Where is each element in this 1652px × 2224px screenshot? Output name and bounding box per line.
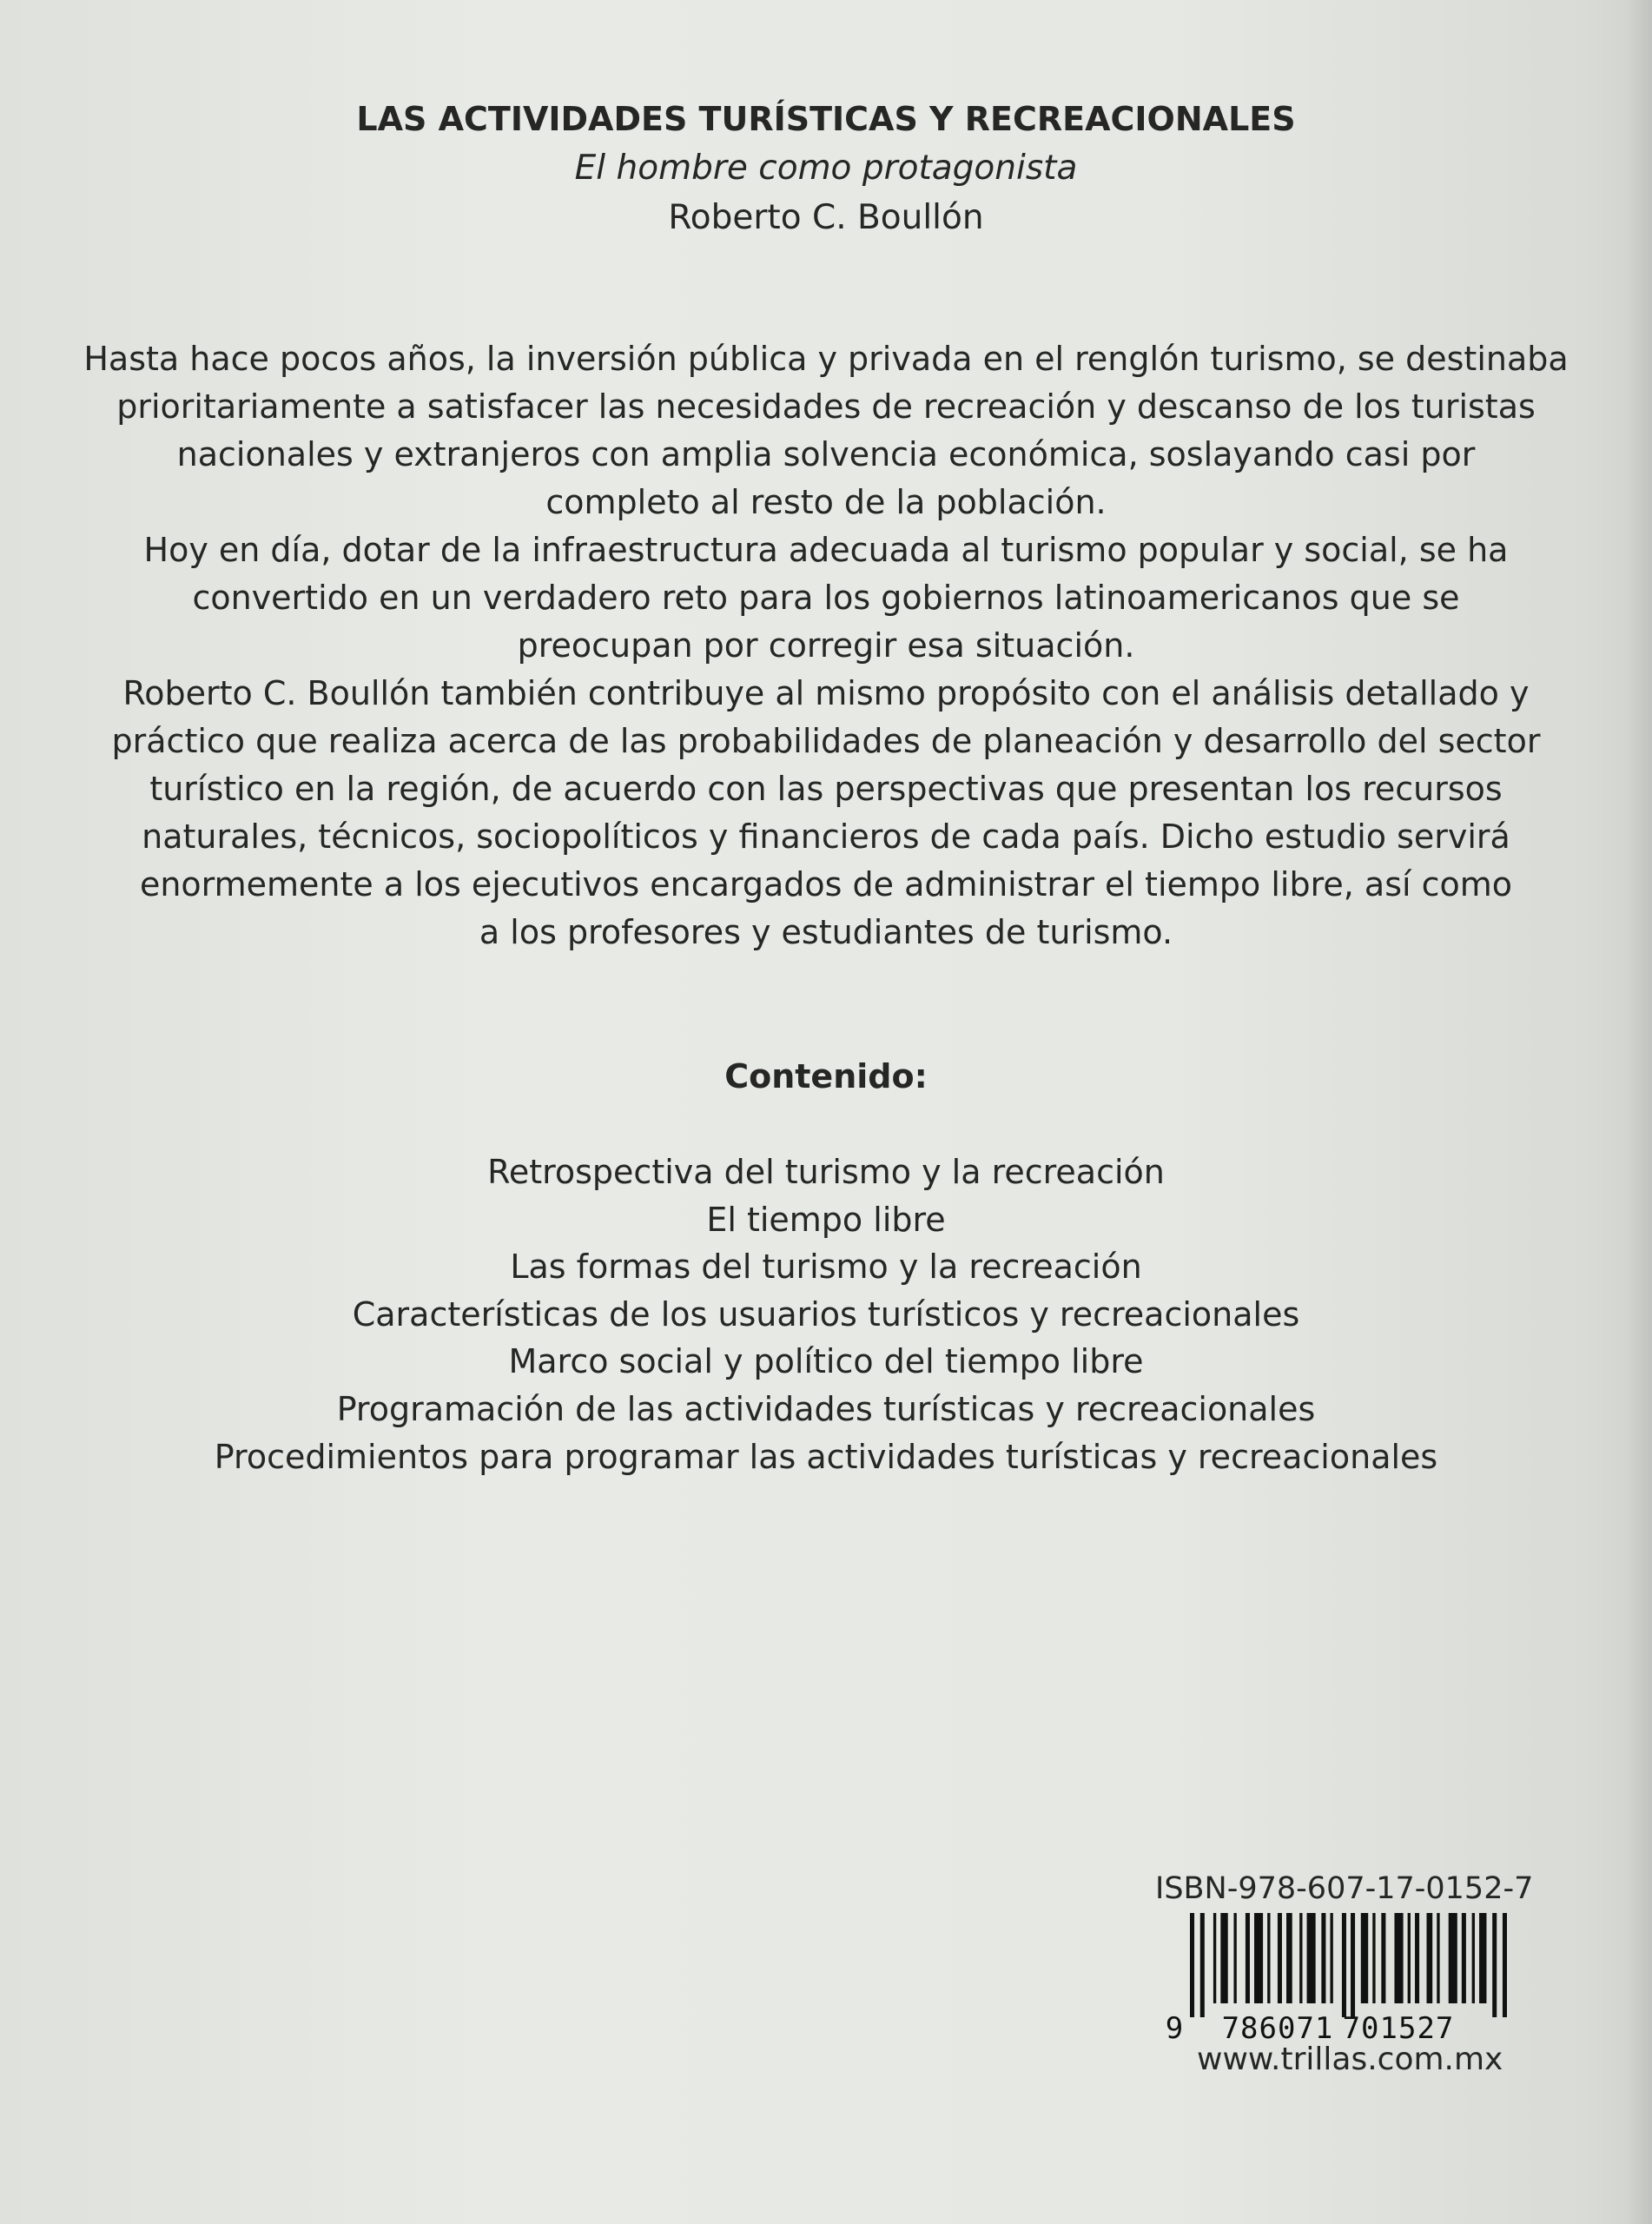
barcode-bar — [1462, 1913, 1466, 2003]
description-line: a los profesores y estudiantes de turismo. — [479, 913, 1173, 951]
barcode-bar — [1299, 1913, 1302, 2003]
description-line: convertido en un verdadero reto para los gobiernos latinoamericanos que se — [192, 579, 1460, 617]
contents-item: Marco social y político del tiempo libre — [508, 1342, 1144, 1381]
barcode-bar — [1437, 1913, 1439, 2003]
contents-heading: Contenido: — [724, 1057, 928, 1095]
barcode-bar — [1449, 1913, 1457, 2003]
description-line: Hoy en día, dotar de la infraestructura adecuada al turismo popular y social, se ha — [143, 531, 1509, 569]
isbn-label: ISBN-978-607-17-0152-7 — [1155, 1871, 1534, 1906]
description-line: práctico que realiza acerca de las probabilidades de planeación y desarrollo del sector — [111, 722, 1541, 760]
barcode-bar — [1267, 1913, 1270, 2003]
barcode-bar — [1220, 1913, 1227, 2003]
book-subtitle: El hombre como protagonista — [574, 149, 1078, 188]
contents-item: El tiempo libre — [706, 1200, 946, 1239]
barcode-bar — [1372, 1913, 1375, 2003]
contents-item: Retrospectiva del turismo y la recreación — [487, 1153, 1165, 1191]
publisher-website: www.trillas.com.mx — [1197, 2042, 1503, 2077]
contents-item: Programación de las actividades turísticas y recreacionales — [336, 1389, 1316, 1428]
barcode — [1146, 1911, 1511, 2042]
barcode-bar — [1342, 1913, 1346, 2017]
barcode-bar — [1278, 1913, 1282, 2003]
description-line: nacionales y extranjeros con amplia solvencia económica, soslayando casi por — [176, 435, 1476, 473]
barcode-bar — [1254, 1913, 1263, 2003]
barcode-bar — [1381, 1913, 1385, 2003]
barcode-bar — [1472, 1913, 1475, 2003]
barcode-bar — [1361, 1913, 1368, 2003]
barcode-bar — [1503, 1913, 1507, 2017]
barcode-left-digits: 786071 — [1221, 2011, 1334, 2042]
barcode-bar — [1426, 1913, 1432, 2003]
description-line: naturales, técnicos, sociopolíticos y financieros de cada país. Dicho estudio servirá — [142, 817, 1510, 856]
description-line: completo al resto de la población. — [545, 483, 1107, 521]
barcode-bar — [1307, 1913, 1316, 2003]
barcode-bar — [1479, 1913, 1486, 2003]
barcode-bar — [1408, 1913, 1411, 2003]
barcode-bar — [1233, 1913, 1236, 2003]
description-line: turístico en la región, de acuerdo con las perspectivas que presentan los recursos — [149, 770, 1503, 808]
book-author: Roberto C. Boullón — [668, 198, 984, 237]
barcode-bar — [1415, 1913, 1419, 2003]
barcode-first-digit: 9 — [1165, 2011, 1184, 2042]
description-line: Roberto C. Boullón también contribuye al mismo propósito con el análisis detallado y — [122, 674, 1530, 712]
barcode-bar — [1394, 1913, 1403, 2003]
contents-item: Características de los usuarios turísticos y recreacionales — [352, 1294, 1300, 1334]
contents-item: Las formas del turismo y la recreación — [510, 1248, 1142, 1287]
barcode-bar — [1321, 1913, 1325, 2003]
barcode-bar — [1351, 1913, 1355, 2017]
description-line: Hasta hace pocos años, la inversión pública y privada en el renglón turismo, se destinaba — [83, 340, 1569, 378]
barcode-bar — [1246, 1913, 1250, 2003]
description-line: enormemente a los ejecutivos encargados de administrar el tiempo libre, así como — [139, 865, 1513, 904]
barcode-bar — [1200, 1913, 1205, 2017]
barcode-right-digits: 701527 — [1342, 2011, 1455, 2042]
contents-item: Procedimientos para programar las actividades turísticas y recreacionales — [214, 1437, 1438, 1476]
contents-list — [0, 1148, 1652, 1480]
barcode-bar — [1190, 1913, 1194, 2017]
barcode-bar — [1330, 1913, 1332, 2003]
barcode-bar — [1213, 1913, 1216, 2003]
description — [0, 335, 1652, 956]
barcode-bar — [1492, 1913, 1497, 2017]
book-title: LAS ACTIVIDADES TURÍSTICAS Y RECREACIONALES — [356, 100, 1296, 138]
description-line: prioritariamente a satisfacer las necesidades de recreación y descanso de los turistas — [116, 387, 1536, 426]
description-line: preocupan por corregir esa situación. — [517, 626, 1135, 665]
barcode-bar — [1286, 1913, 1292, 2003]
